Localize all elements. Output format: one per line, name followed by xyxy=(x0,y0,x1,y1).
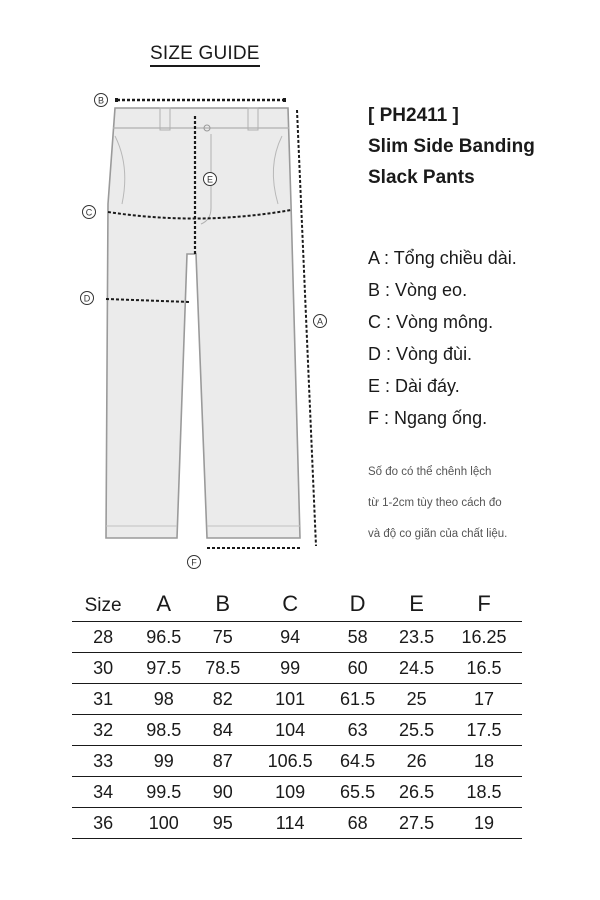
table-cell: 109 xyxy=(252,777,328,808)
legend-item-f: F : Ngang ống. xyxy=(368,408,488,428)
measurement-legend xyxy=(368,242,588,434)
col-header-size: Size xyxy=(84,595,122,616)
legend-item-d: D : Vòng đùi. xyxy=(368,344,473,364)
table-cell: 64.5 xyxy=(328,746,387,777)
table-cell: 75 xyxy=(193,622,252,653)
col-header-e: E xyxy=(409,591,424,616)
table-cell: 97.5 xyxy=(134,653,193,684)
product-code: [ PH2411 ] xyxy=(368,105,459,126)
table-cell: 87 xyxy=(193,746,252,777)
table-cell: 33 xyxy=(72,746,134,777)
table-row xyxy=(72,622,522,653)
table-cell: 17 xyxy=(446,684,522,715)
size-table-header xyxy=(72,580,522,622)
measure-a-line xyxy=(297,110,316,546)
product-name-line2: Slack Pants xyxy=(368,167,475,188)
table-cell: 101 xyxy=(252,684,328,715)
table-cell: 24.5 xyxy=(387,653,446,684)
table-cell: 23.5 xyxy=(387,622,446,653)
note-line: Số đo có thể chênh lệch xyxy=(368,466,492,478)
table-cell: 25.5 xyxy=(387,715,446,746)
table-cell: 25 xyxy=(387,684,446,715)
note-line: và độ co giãn của chất liệu. xyxy=(368,528,508,540)
measure-b-line xyxy=(115,98,286,102)
table-cell: 58 xyxy=(328,622,387,653)
table-cell: 106.5 xyxy=(252,746,328,777)
col-header-d: D xyxy=(349,591,366,616)
table-cell: 100 xyxy=(134,808,193,839)
table-cell: 78.5 xyxy=(193,653,252,684)
table-cell: 82 xyxy=(193,684,252,715)
measurement-note xyxy=(368,457,588,550)
table-cell: 98.5 xyxy=(134,715,193,746)
marker-d xyxy=(81,292,94,305)
table-row xyxy=(72,715,522,746)
marker-b xyxy=(95,94,108,107)
marker-f xyxy=(188,556,201,569)
table-cell: 30 xyxy=(72,653,134,684)
table-cell: 18 xyxy=(446,746,522,777)
table-row xyxy=(72,777,522,808)
table-cell: 17.5 xyxy=(446,715,522,746)
legend-item-e: E : Dài đáy. xyxy=(368,376,460,396)
table-cell: 63 xyxy=(328,715,387,746)
table-row xyxy=(72,808,522,839)
table-cell: 99 xyxy=(252,653,328,684)
table-cell: 18.5 xyxy=(446,777,522,808)
table-cell: 65.5 xyxy=(328,777,387,808)
size-table xyxy=(72,580,522,839)
legend-item-a: A : Tổng chiều dài. xyxy=(368,248,517,268)
pants-silhouette xyxy=(106,108,300,538)
table-cell: 19 xyxy=(446,808,522,839)
table-cell: 26 xyxy=(387,746,446,777)
table-cell: 36 xyxy=(72,808,134,839)
svg-text:B: B xyxy=(97,95,105,106)
table-cell: 61.5 xyxy=(328,684,387,715)
table-cell: 90 xyxy=(193,777,252,808)
col-header-b: B xyxy=(215,591,231,616)
table-cell: 60 xyxy=(328,653,387,684)
table-cell: 94 xyxy=(252,622,328,653)
table-cell: 16.25 xyxy=(446,622,522,653)
svg-text:A: A xyxy=(316,316,324,327)
legend-item-b: B : Vòng eo. xyxy=(368,280,468,300)
pants-diagram xyxy=(70,86,340,576)
col-header-a: A xyxy=(156,591,172,616)
page-title: SIZE GUIDE xyxy=(150,44,260,67)
svg-text:F: F xyxy=(191,557,197,568)
table-row xyxy=(72,653,522,684)
table-cell: 104 xyxy=(252,715,328,746)
table-cell: 32 xyxy=(72,715,134,746)
col-header-c: C xyxy=(282,591,299,616)
svg-text:C: C xyxy=(85,207,93,218)
marker-a xyxy=(314,315,327,328)
table-cell: 68 xyxy=(328,808,387,839)
table-cell: 34 xyxy=(72,777,134,808)
table-cell: 31 xyxy=(72,684,134,715)
table-cell: 114 xyxy=(252,808,328,839)
legend-item-c: C : Vòng mông. xyxy=(368,312,494,332)
table-row xyxy=(72,746,522,777)
table-cell: 26.5 xyxy=(387,777,446,808)
col-header-f: F xyxy=(477,591,491,616)
table-cell: 98 xyxy=(134,684,193,715)
product-name-line1: Slim Side Banding xyxy=(368,136,535,157)
table-cell: 99 xyxy=(134,746,193,777)
table-row xyxy=(72,684,522,715)
table-cell: 27.5 xyxy=(387,808,446,839)
table-cell: 96.5 xyxy=(134,622,193,653)
svg-text:E: E xyxy=(206,174,214,185)
note-line: từ 1-2cm tùy theo cách đo xyxy=(368,497,502,509)
table-cell: 16.5 xyxy=(446,653,522,684)
table-cell: 95 xyxy=(193,808,252,839)
marker-e xyxy=(204,173,217,186)
marker-c xyxy=(83,206,96,219)
svg-text:D: D xyxy=(83,293,91,304)
table-cell: 28 xyxy=(72,622,134,653)
table-cell: 99.5 xyxy=(134,777,193,808)
product-info xyxy=(368,100,588,193)
table-cell: 84 xyxy=(193,715,252,746)
